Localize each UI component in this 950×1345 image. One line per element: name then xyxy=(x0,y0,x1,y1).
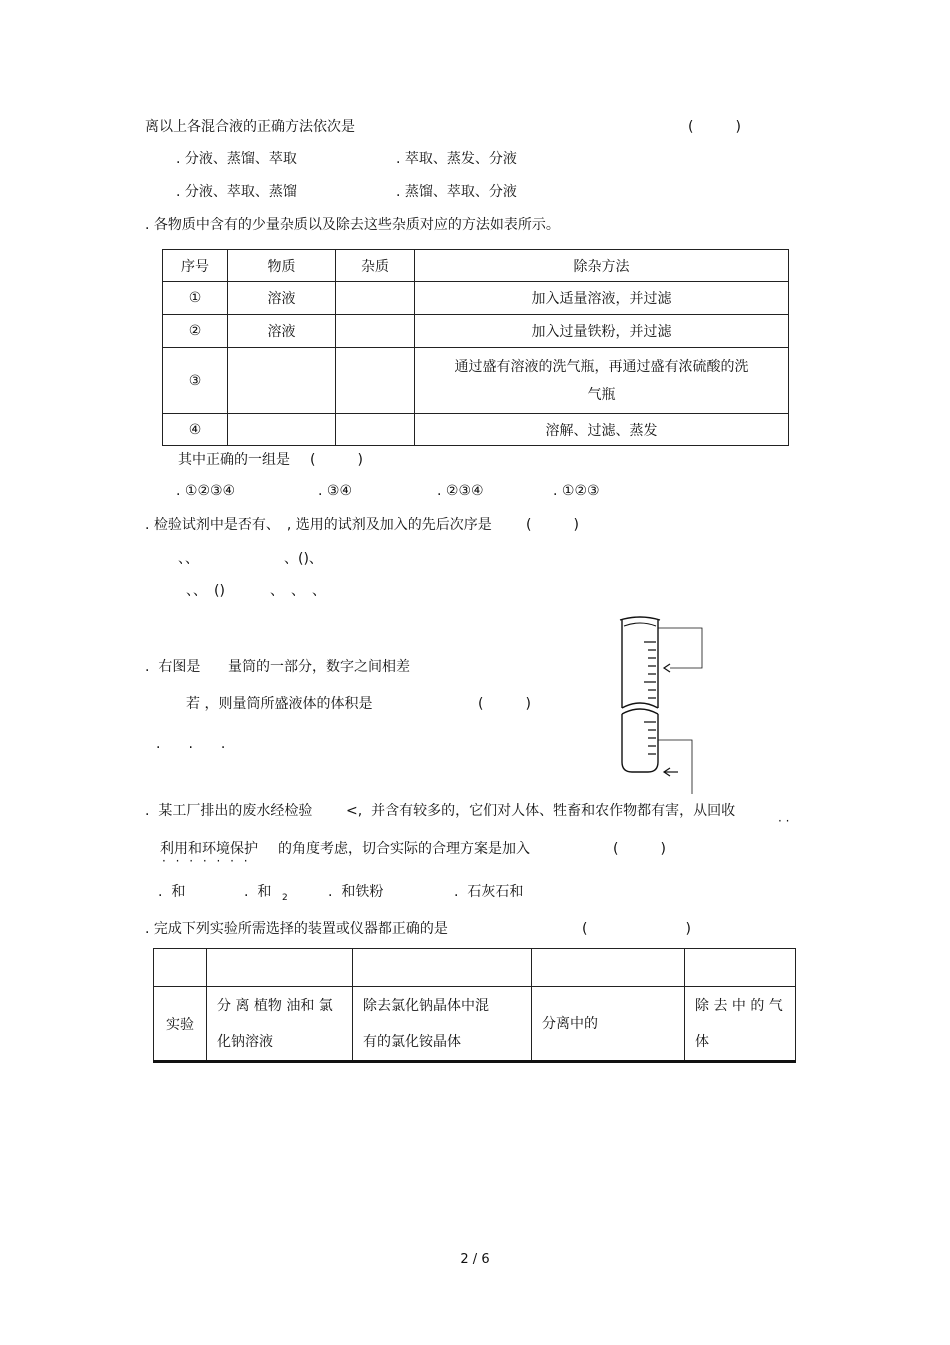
cell-no: ③ xyxy=(163,348,228,414)
option-c: . 分液、萃取、蒸馏 xyxy=(176,184,297,200)
question-stem: . 各物质中含有的少量杂质以及除去这些杂质对应的方法如表所示。 xyxy=(145,217,560,233)
question-text: 利用和环境保护 xyxy=(160,841,258,857)
table-row xyxy=(154,987,796,1062)
answer-bracket: ( ) xyxy=(526,517,579,533)
cell-impurity xyxy=(336,315,415,348)
cell-line: 有的氯化铵晶体 xyxy=(363,1033,461,1050)
option-line: 、()、 xyxy=(284,551,323,567)
cell-substance: 溶液 xyxy=(228,282,336,315)
cell-empty xyxy=(207,949,353,987)
row-label: 实验 xyxy=(154,987,207,1062)
table-header-impurity: 杂质 xyxy=(336,250,415,282)
question-stem: . 右图是 xyxy=(145,659,201,675)
cell-line: 分 离 植物 油和 氯 xyxy=(217,997,333,1014)
table-row xyxy=(163,348,789,414)
table-header-substance: 物质 xyxy=(228,250,336,282)
cell-line: 分离中的 xyxy=(542,1015,598,1032)
question-stem: 离以上各混合液的正确方法依次是 xyxy=(145,119,355,135)
cell-method: 加入过量铁粉，并过滤 xyxy=(415,315,789,348)
cell-impurity xyxy=(336,348,415,414)
cell-experiment xyxy=(685,987,796,1062)
question-text: 的角度考虑，切合实际的合理方案是加入 xyxy=(278,841,530,857)
emphasis-dots: · · · · · · · xyxy=(162,854,251,868)
options: . . . xyxy=(156,736,226,752)
option-a: . 和 xyxy=(158,884,186,900)
cell-empty xyxy=(353,949,532,987)
option-c: . 和铁粉 xyxy=(328,884,384,900)
cell-line: 除去氯化钠晶体中混 xyxy=(363,997,489,1014)
table-header-no: 序号 xyxy=(163,250,228,282)
question-text: 若 ，则量筒所盛液体的体积是 xyxy=(186,696,373,712)
cell-experiment xyxy=(353,987,532,1062)
cell-line: 体 xyxy=(695,1033,709,1050)
answer-bracket: ( ) xyxy=(613,841,666,857)
option-b: . ③④ xyxy=(318,483,353,499)
cell-empty xyxy=(154,949,207,987)
table-row xyxy=(163,414,789,446)
option-d: . ①②③ xyxy=(553,483,600,499)
table-header-method: 除杂方法 xyxy=(415,250,789,282)
option-b: . 和 xyxy=(244,884,272,900)
cell-method-line1: 通过盛有溶液的洗气瓶，再通过盛有浓硫酸的洗 xyxy=(454,358,749,375)
cell-substance xyxy=(228,414,336,446)
cell-substance xyxy=(228,348,336,414)
option-a: . 分液、蒸馏、萃取 xyxy=(176,151,297,167)
cell-experiment xyxy=(532,987,685,1062)
question-text: 其中正确的一组是 xyxy=(178,452,290,468)
emphasis-dots: · · xyxy=(778,814,790,828)
page-number: 2 / 6 xyxy=(460,1252,490,1267)
cell-no: ② xyxy=(163,315,228,348)
table-row xyxy=(163,282,789,315)
impurity-table xyxy=(162,249,789,446)
option-c: . ②③④ xyxy=(437,483,484,499)
option-d: . 石灰石和 xyxy=(454,884,524,900)
graduated-cylinder-figure xyxy=(612,612,712,797)
option-d: . 蒸馏、萃取、分液 xyxy=(396,184,517,200)
cell-substance: 溶液 xyxy=(228,315,336,348)
option-line: 、、 xyxy=(178,551,199,567)
cell-impurity xyxy=(336,282,415,315)
answer-bracket: ( ) xyxy=(582,921,691,937)
cell-empty xyxy=(532,949,685,987)
cell-method: 溶解、过滤、蒸发 xyxy=(415,414,789,446)
answer-bracket: ( ) xyxy=(688,119,741,135)
answer-bracket: ( ) xyxy=(310,452,363,468)
question-stem: . 检验试剂中是否有、 , 选用的试剂及加入的先后次序是 xyxy=(145,517,492,533)
cell-empty xyxy=(685,949,796,987)
answer-bracket: ( ) xyxy=(478,696,531,712)
apparatus-table xyxy=(153,948,796,1063)
cell-method: 加入适量溶液，并过滤 xyxy=(415,282,789,315)
cell-impurity xyxy=(336,414,415,446)
option-line: 、 、 、 xyxy=(270,583,326,599)
question-stem: <, 并含有较多的，它们对人体、牲畜和农作物都有害，从回收 xyxy=(346,803,736,819)
cell-no: ① xyxy=(163,282,228,315)
cell-experiment xyxy=(207,987,353,1062)
cell-method xyxy=(415,348,789,414)
cell-no: ④ xyxy=(163,414,228,446)
option-b: . 萃取、蒸发、分液 xyxy=(396,151,517,167)
option-b-subscript: 2 xyxy=(282,893,288,903)
table-row xyxy=(163,315,789,348)
question-stem: 量筒的一部分，数字之间相差 xyxy=(228,659,410,675)
cell-line: 除 去 中 的 气 xyxy=(695,997,783,1014)
question-stem: . 某工厂排出的废水经检验 xyxy=(145,803,313,819)
option-a: . ①②③④ xyxy=(176,483,236,499)
question-stem: . 完成下列实验所需选择的装置或仪器都正确的是 xyxy=(145,921,448,937)
cell-method-line2: 气瓶 xyxy=(587,386,616,403)
cell-line: 化钠溶液 xyxy=(217,1033,273,1050)
option-line: 、、 () xyxy=(186,583,225,599)
